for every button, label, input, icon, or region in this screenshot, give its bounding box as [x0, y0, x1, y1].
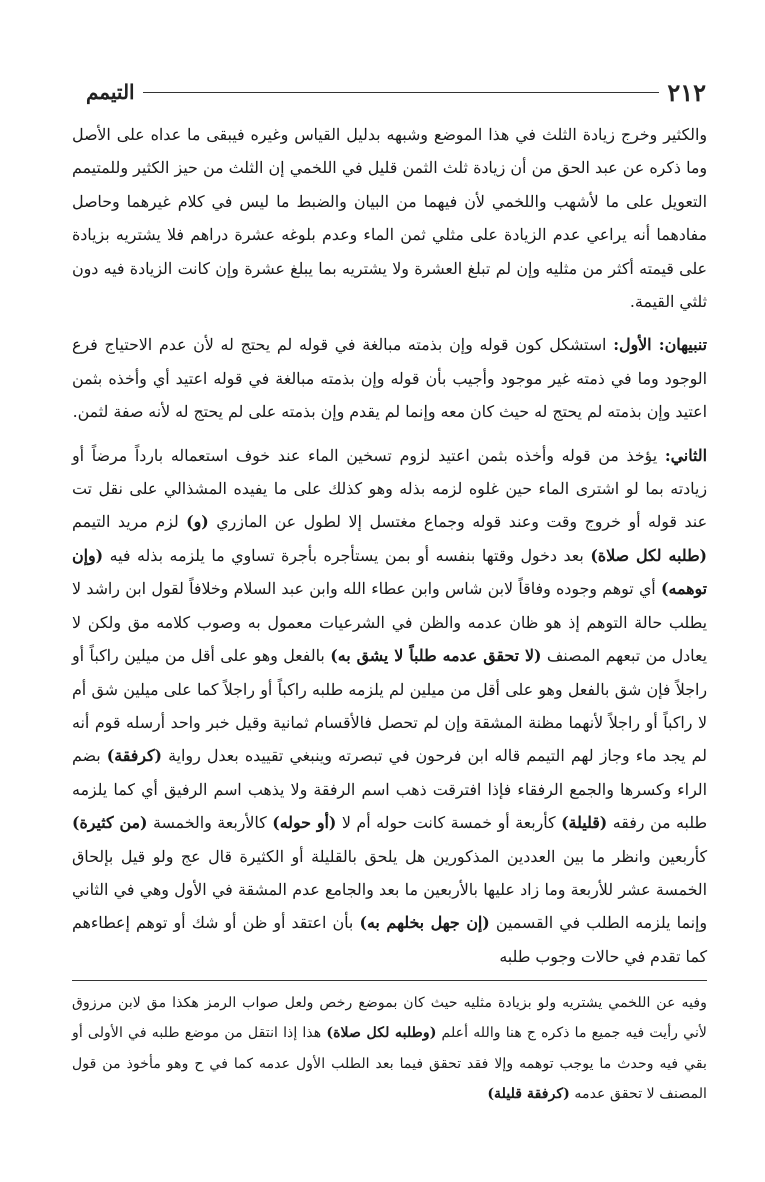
matn-quote: (إن جهل بخلهم به) [359, 913, 490, 933]
matn-quote: (و) [186, 512, 209, 532]
paragraph-3: الثاني: يؤخذ من قوله وأخذه بثمن اعتيد لزوم تسخين الماء عند خوف استعماله بارداً مرضاً أو زيادته بما لو اشترى الماء حين غلوه لزمه بذله وهو كذلك على ما يفيده المشذالي على نقل تت عند قوله أو خروج وقت وعند قوله وجماع مغتسل إلا لطول عن المازري (و) لزم مريد التيمم (طلبه لكل صلاة) بعد دخول وقتها بنفسه أو بمن يستأجره بأجرة تساوي ما يلزمه بذله فيه (وإن توهمه) أي توهم وجوده وفاقاً لابن شاس وابن عطاء الله وابن عبد السلام وخلافاً لقول ابن راشد لا يطلب حالة التوهم إذ هو ظان عدمه والظن في الشرعيات معمول به وصوب كلامه مق ولكن لا يعادل من تبعهم المصنف (لا تحقق عدمه طلباً لا يشق به) بالفعل وهو على أقل من ميلين راكباً أو راجلاً فإن شق بالفعل وهو على أقل من ميلين لم يلزمه طلبه راكباً أو راجلاً كما على ميلين شق أم لا راكباً أو راجلاً لأنهما مظنة المشقة وإن لم تحصل فالأقسام ثمانية وقيل خبر واحد أرسله قوم أنه لم يجد ماء وجاز لهم التيمم قاله ابن فرحون في تبصرته وينبغي تقييده بعدل رواية (كرفقة) بضم الراء وكسرها والجمع الرفقاء فإذا افترقت ذهب اسم الرفقة ولا يذهب اسم الرفيق أي كما يلزمه طلبه من رفقه (قليلة) كأربعة أو خمسة كانت حوله أم لا (أو حوله) كالأربعة والخمسة (من كثيرة) كأربعين وانظر ما بين العددين المذكورين هل يلحق بالقليلة أو الكثيرة قال عج ولو قيل بإلحاق الخمسة عشر للأربعة وما زاد عليها بالأربعين ما بعد والجامع عدم المشقة في الأول وهي في الثاني وإنما يلزمه الطلب في القسمين (إن جهل بخلهم به) بأن اعتقد أو ظن أو شك أو توهم إعطاءهم كما تقدم في حالات وجوب طلبه [72, 445, 708, 966]
running-title: التيمم [86, 80, 135, 104]
matn-quote: (كرفقة قليلة) [487, 1086, 570, 1103]
footnote-divider [72, 980, 707, 981]
paragraph-gap [72, 429, 707, 439]
matn-quote: (وإن توهمه) [72, 545, 707, 599]
page-header [86, 72, 706, 112]
matn-quote: (قليلة) [561, 813, 608, 833]
matn-quote: (أو حوله) [272, 813, 337, 833]
main-text [72, 118, 707, 973]
heading-label: الثاني: [664, 445, 707, 465]
matn-quote: (من كثيرة) [72, 813, 148, 833]
matn-quote: (وطلبه لكل صلاة) [326, 1025, 437, 1042]
paragraph-1: والكثير وخرج زيادة الثلث في هذا الموضع وشبهه بدليل القياس وغيره فيبقى ما عداه على الأصل وما ذكره عن عبد الحق من أن زيادة ثلث الثمن قليل في اللخمي إن الثلث من حيز الكثير وللمتيمم التعويل على ما لأشهب واللخمي لأن فيهما من البيان والضبط ما ليس في كلام غيرهما وحاصل مفادهما أنه يراعي عدم الزيادة على مثلي ثمن الماء وعدم بلوغه عشرة دراهم فلا يشتريه بزيادة على قيمته أكثر من مثليه وإن لم تبلغ العشرة ولا يشتريه بما يبلغ عشرة وإن كانت الزيادة فيه دون ثلثي القيمة. [72, 125, 707, 312]
paragraph-gap [72, 318, 707, 328]
matn-quote: (طلبه لكل صلاة) [590, 545, 707, 565]
footnote: وفيه عن اللخمي يشتريه ولو بزيادة مثليه حيث كان بموضع رخص ولعل صواب الرمز هكذا مق لابن مرزوق لأني رأيت فيه جميع ما ذكره ج هنا والله أعلم (وطلبه لكل صلاة) هذا إذا انتقل من موضع طلبه في الأولى أو بقي فيه وحدث ما يوجب توهمه وإلا فقد تحقق فيما بعد الطلب الأول عدمه كما في ح وهو مأخوذ من قول المصنف لا تحقق عدمه (كرفقة قليلة) [72, 995, 707, 1103]
matn-quote: (كرفقة) [106, 746, 162, 766]
header-rule [143, 92, 660, 93]
page-number: ٢١٢ [667, 77, 706, 107]
matn-quote: (لا تحقق عدمه طلباً لا يشق به) [330, 646, 542, 666]
paragraph-2: تنبيهان: الأول: استشكل كون قوله وإن بذمته مبالغة في قوله لم يحتج له لأن عدم الاحتياج فرع الوجود وما في ذمته غير موجود وأجيب بأن قوله وإن بذمته مبالغة في قوله اعتيد أي وأخذه بثمن اعتيد وإن بذمته لم يحتج له حيث كان معه وإنما لم يقدم وإن بذمته على لم يحتج له لأنه صفة لثمن. [72, 335, 708, 422]
heading-label: تنبيهان: الأول: [613, 335, 708, 355]
